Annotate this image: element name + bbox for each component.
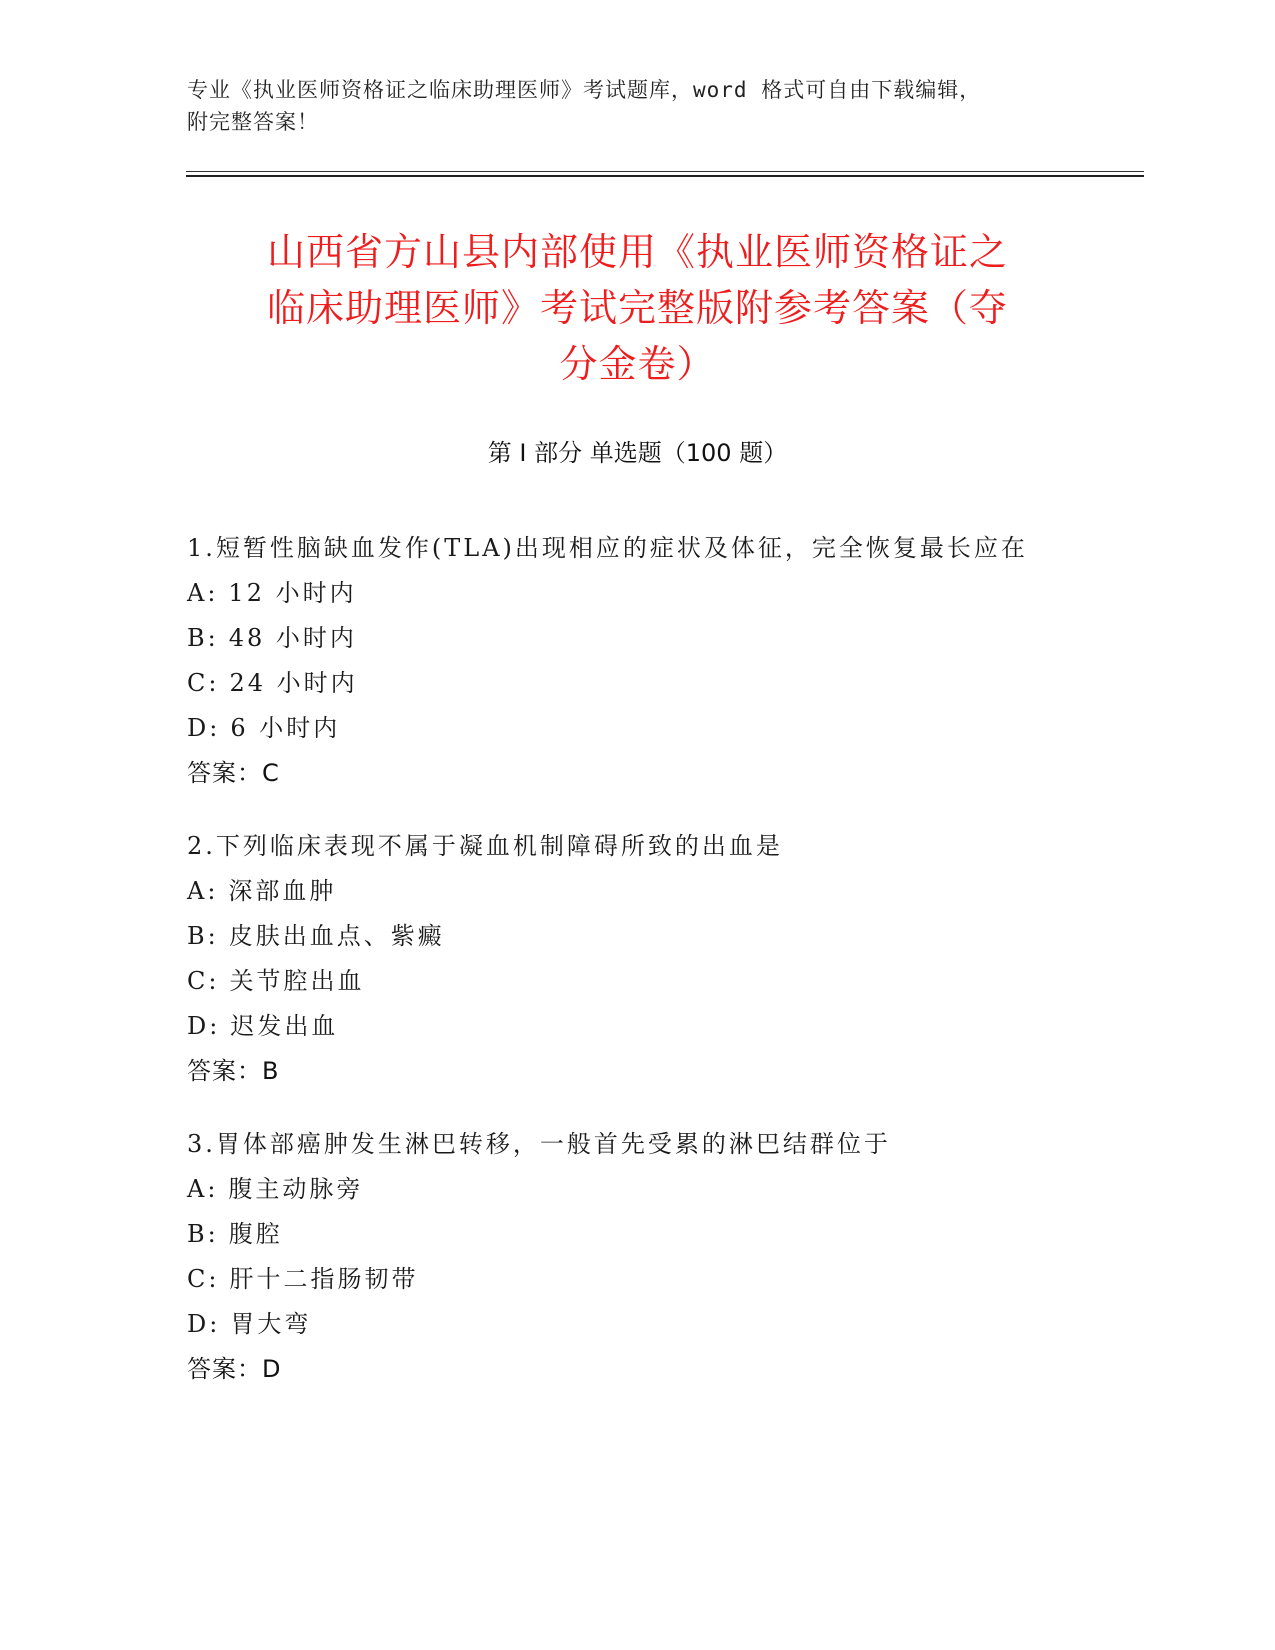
question-stem: 2.下列临床表现不属于凝血机制障碍所致的出血是 xyxy=(187,832,783,860)
option-letter: A: xyxy=(187,1175,219,1203)
question-2 xyxy=(187,824,1107,1094)
title-line-1: 山西省方山县内部使用《执业医师资格证之 xyxy=(266,230,1008,274)
option-text: 深部血肿 xyxy=(228,877,337,905)
option-text: 腹主动脉旁 xyxy=(228,1175,364,1203)
option-d xyxy=(187,1302,1107,1347)
option-letter: B: xyxy=(187,624,219,652)
option-text: 肝十二指肠韧带 xyxy=(229,1265,419,1293)
option-letter: D: xyxy=(187,1012,221,1040)
option-b xyxy=(187,914,1107,959)
option-text: 腹腔 xyxy=(228,1220,283,1248)
option-letter: A: xyxy=(187,579,219,607)
title-line-2: 临床助理医师》考试完整版附参考答案（夺 xyxy=(266,286,1008,330)
option-d xyxy=(187,706,1107,751)
section-heading: 第 I 部分 单选题（100 题） xyxy=(487,439,788,467)
option-text: 关节腔出血 xyxy=(229,967,365,995)
answer-line: 答案：D xyxy=(187,1355,282,1383)
header-note xyxy=(187,74,1067,138)
answer-line: 答案：C xyxy=(187,759,280,787)
option-text: 24 小时内 xyxy=(229,669,358,697)
option-c xyxy=(187,661,1107,706)
header-note-line-1: 专业《执业医师资格证之临床助理医师》考试题库，word 格式可自由下载编辑， xyxy=(187,78,982,102)
option-letter: C: xyxy=(187,1265,220,1293)
option-letter: B: xyxy=(187,922,219,950)
question-1 xyxy=(187,526,1107,796)
header-rule-bottom xyxy=(186,175,1144,177)
option-a xyxy=(187,869,1107,914)
question-3 xyxy=(187,1122,1107,1392)
option-letter: D: xyxy=(187,714,221,742)
option-letter: B: xyxy=(187,1220,219,1248)
question-stem: 3.胃体部癌肿发生淋巴转移，一般首先受累的淋巴结群位于 xyxy=(187,1130,891,1158)
option-a xyxy=(187,1167,1107,1212)
option-text: 48 小时内 xyxy=(228,624,357,652)
option-c xyxy=(187,1257,1107,1302)
answer-line: 答案：B xyxy=(187,1057,280,1085)
option-text: 迟发出血 xyxy=(230,1012,339,1040)
title-line-3: 分金卷） xyxy=(559,342,716,386)
option-c xyxy=(187,959,1107,1004)
option-text: 胃大弯 xyxy=(230,1310,312,1338)
option-letter: C: xyxy=(187,967,220,995)
option-a xyxy=(187,571,1107,616)
document-title xyxy=(160,224,1115,392)
question-list xyxy=(187,526,1107,1420)
option-text: 12 小时内 xyxy=(228,579,357,607)
option-letter: D: xyxy=(187,1310,221,1338)
option-text: 皮肤出血点、紫癜 xyxy=(228,922,445,950)
option-b xyxy=(187,1212,1107,1257)
option-letter: A: xyxy=(187,877,219,905)
option-d xyxy=(187,1004,1107,1049)
option-letter: C: xyxy=(187,669,220,697)
option-text: 6 小时内 xyxy=(230,714,341,742)
header-note-line-2: 附完整答案！ xyxy=(187,110,319,134)
header-rule-top xyxy=(186,171,1144,172)
question-stem: 1.短暂性脑缺血发作(TLA)出现相应的症状及体征，完全恢复最长应在 xyxy=(187,534,1028,562)
option-b xyxy=(187,616,1107,661)
